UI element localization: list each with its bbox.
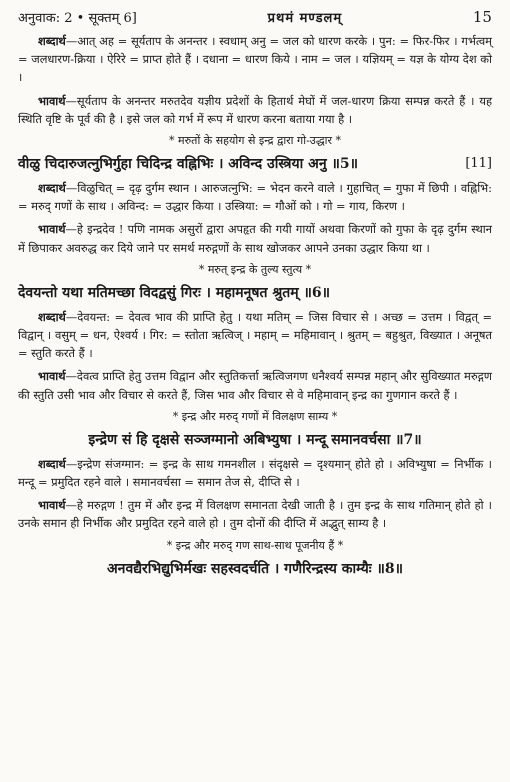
word-meaning-text: —आत् अह = सूर्यताप के अनन्तर । स्वधाम् अनु = जल को धारण करके । पुन: = फिर-फिर । गर्भत्वम् = जलधारण-क्रिया । ऐरिरे = प्राप्त होते हैं । दधाना = धारण किये । नाम = जल । यज्ञियम् = यज्ञ के योग्य देश को । <box>18 34 492 85</box>
meaning-paragraph <box>18 496 492 532</box>
meaning-paragraph <box>18 220 492 256</box>
meaning-text: —सूर्यताप के अनन्तर मरुतदेव यज्ञीय प्रदेशों के हितार्थ मेघों में जल-धारण क्रिया सम्पन्न करते हैं । यह स्थिति वृष्टि के पूर्व की है । इसे जल को गर्भ में रूप में धारण करना बताया गया है । <box>18 93 492 126</box>
header-title: प्रथमं मण्डलम् <box>267 11 343 26</box>
word-meaning-paragraph <box>18 308 492 363</box>
meaning-text: —हे इन्द्रदेव ! पणि नामक असुरों द्वारा अपहृत की गयी गायों अथवा किरणों को गुफा के दृढ़ दुर्गम स्थान में छिपाकर अवरुद्ध कर दिये जाने पर समर्थ मरुद्गणों के साथ खोजकर आपने उनका उद्धार किया था । <box>18 222 492 255</box>
section-heading: * मरुत् इन्द्र के तुल्य स्तुत्य * <box>198 262 312 276</box>
word-meaning-label: शब्दार्थ <box>38 456 66 471</box>
word-meaning-paragraph <box>18 455 492 491</box>
word-meaning-text: —विळुचित् = दृढ़ दुर्गम स्थान । आरुजत्नुभि: = भेदन करने वाले । गुहाचित् = गुफा में छिपी । वह्निभि: = मरुद् गणों के साथ । अविन्द: = उद्धार किया । उस्त्रिया: = गौओं को । गो = गाय, किरण । <box>18 181 492 214</box>
meaning-label: भावार्थ <box>38 93 66 108</box>
section-heading: * मरुतों के सहयोग से इन्द्र द्वारा गो-उद्धार * <box>169 134 341 148</box>
section-heading: * इन्द्र और मरुद् गण साथ-साथ पूजनीय हैं * <box>166 538 344 552</box>
mantra-verse <box>18 154 492 174</box>
page-number: 15 <box>472 8 492 26</box>
page-header <box>18 8 492 26</box>
word-meaning-paragraph <box>18 179 492 215</box>
meaning-text: —देवत्व प्राप्ति हेतु उत्तम विद्वान और स्तुतिकर्त्ता ऋत्विजगण धनैश्वर्य सम्पन्न महान् और सुविख्यात मरुद्गण की स्तुति उसी भाव और विचार से करते हैं, जिस भाव और विचार से वे महिमावान् इन्द्र का गुणगान करते हैं । <box>18 369 492 402</box>
mantra-verse: देवयन्तो यथा मतिमच्छा विदद्वसुं गिरः । महामनूषत श्रुतम् ॥6॥ <box>18 284 331 301</box>
mantra-verse: अनवद्यैरभिद्युभिर्मखः सहस्वदर्चति । गणैरिन्द्रस्य काम्यैः ॥8॥ <box>106 560 403 577</box>
mantra-text: वीळु चिदारुजत्नुभिर्गुहा चिदिन्द्र वह्निभिः । अविन्द उस्त्रिया अनु ॥5॥ <box>18 156 358 173</box>
word-meaning-label: शब्दार्थ <box>38 181 66 196</box>
meaning-label: भावार्थ <box>38 222 66 237</box>
verse-number: [11] <box>465 156 492 172</box>
word-meaning-text: —इन्द्रेण संजग्मान: = इन्द्र के साथ गमनशील । संदृक्षसे = दृश्यमान् होते हो । अविभ्युषा = निर्भीक । मन्दू = प्रमुदित रहने वाले । समानवर्चसा = समान तेज से, दीप्ति से । <box>18 456 492 490</box>
meaning-label: भावार्थ <box>38 369 66 384</box>
meaning-paragraph <box>18 92 492 128</box>
section-heading: * इन्द्र और मरुद् गणों में विलक्षण साम्य * <box>172 409 338 423</box>
word-meaning-text: —देवयन्त: = देवत्व भाव की प्राप्ति हेतु । यथा मतिम् = जिस विचार से । अच्छ = उत्तम । विद्वत् = विद्वान् । वसुम् = धन, ऐश्वर्य । गिर: = स्तोता ऋत्विज् । महाम् = महिमावान् । श्रुतम् = बहुश्रुत, विख्यात । अनूषत = स्तुति करते हैं । <box>18 309 492 361</box>
word-meaning-label: शब्दार्थ <box>38 34 66 48</box>
mantra-verse: इन्द्रेण सं हि दृक्षसे सञ्जग्मानो अबिभ्युषा । मन्दू समानवर्चसा ॥7॥ <box>88 431 422 448</box>
meaning-paragraph <box>18 367 492 403</box>
word-meaning-label: शब्दार्थ <box>38 309 66 324</box>
meaning-text: —हे मरुद्गण ! तुम में और इन्द्र में विलक्षण समानता देखी जाती है । तुम इन्द्र के साथ गतिमान् होते हो । उनके समान ही निर्भीक और प्रमुदित रहने वाले हो । तुम दोनों की दीप्ति में अद्भुत् साम्य है । <box>18 498 492 531</box>
header-section-ref: अनुवाक: 2 • सूक्तम् 6] <box>18 11 137 26</box>
meaning-label: भावार्थ <box>38 498 66 513</box>
word-meaning-paragraph <box>18 32 492 87</box>
